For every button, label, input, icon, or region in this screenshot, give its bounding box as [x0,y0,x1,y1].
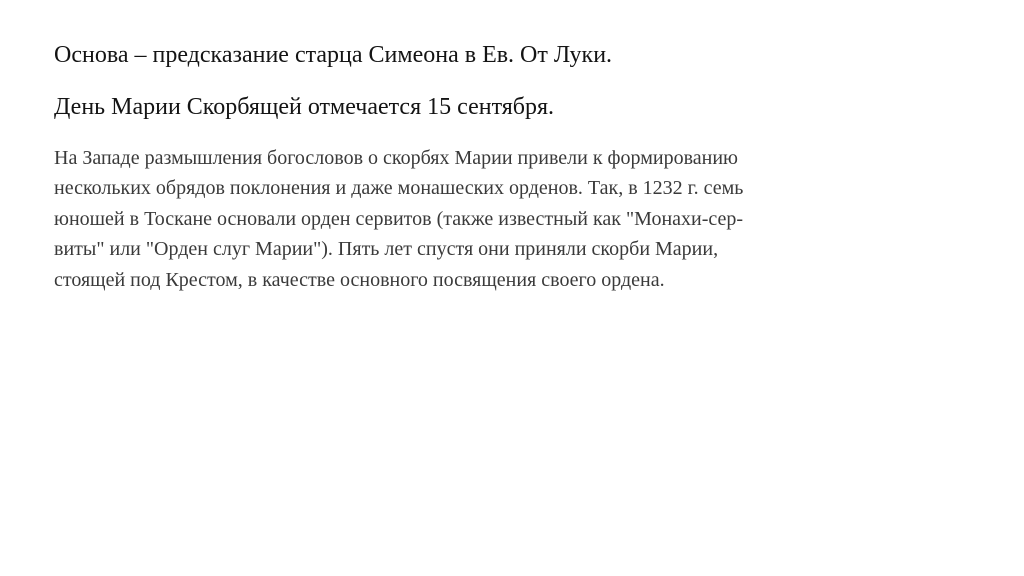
paragraph-line: юношей в Тоскане основали орден сервитов (также известный как "Монахи-сер- [54,207,744,230]
paragraph-line: На Западе размышления богословов о скорбях Марии привели к формированию [54,147,738,169]
paragraph-line: виты" или "Орден слуг Марии"). Пять лет спустя они приняли скорби Марии, [54,238,719,261]
slide-paragraph [54,143,974,295]
slide-heading-line-2: День Марии Скорбящей отмечается 15 сентября. [54,94,555,120]
paragraph-line: стоящей под Крестом, в качестве основного посвящения своего ордена. [54,268,665,291]
slide-heading-line-1: Основа – предсказание старца Симеона в Ев. От Луки. [54,42,613,68]
paragraph-line: нескольких обрядов поклонения и даже монашеских орденов. Так, в 1232 г. семь [54,177,744,200]
